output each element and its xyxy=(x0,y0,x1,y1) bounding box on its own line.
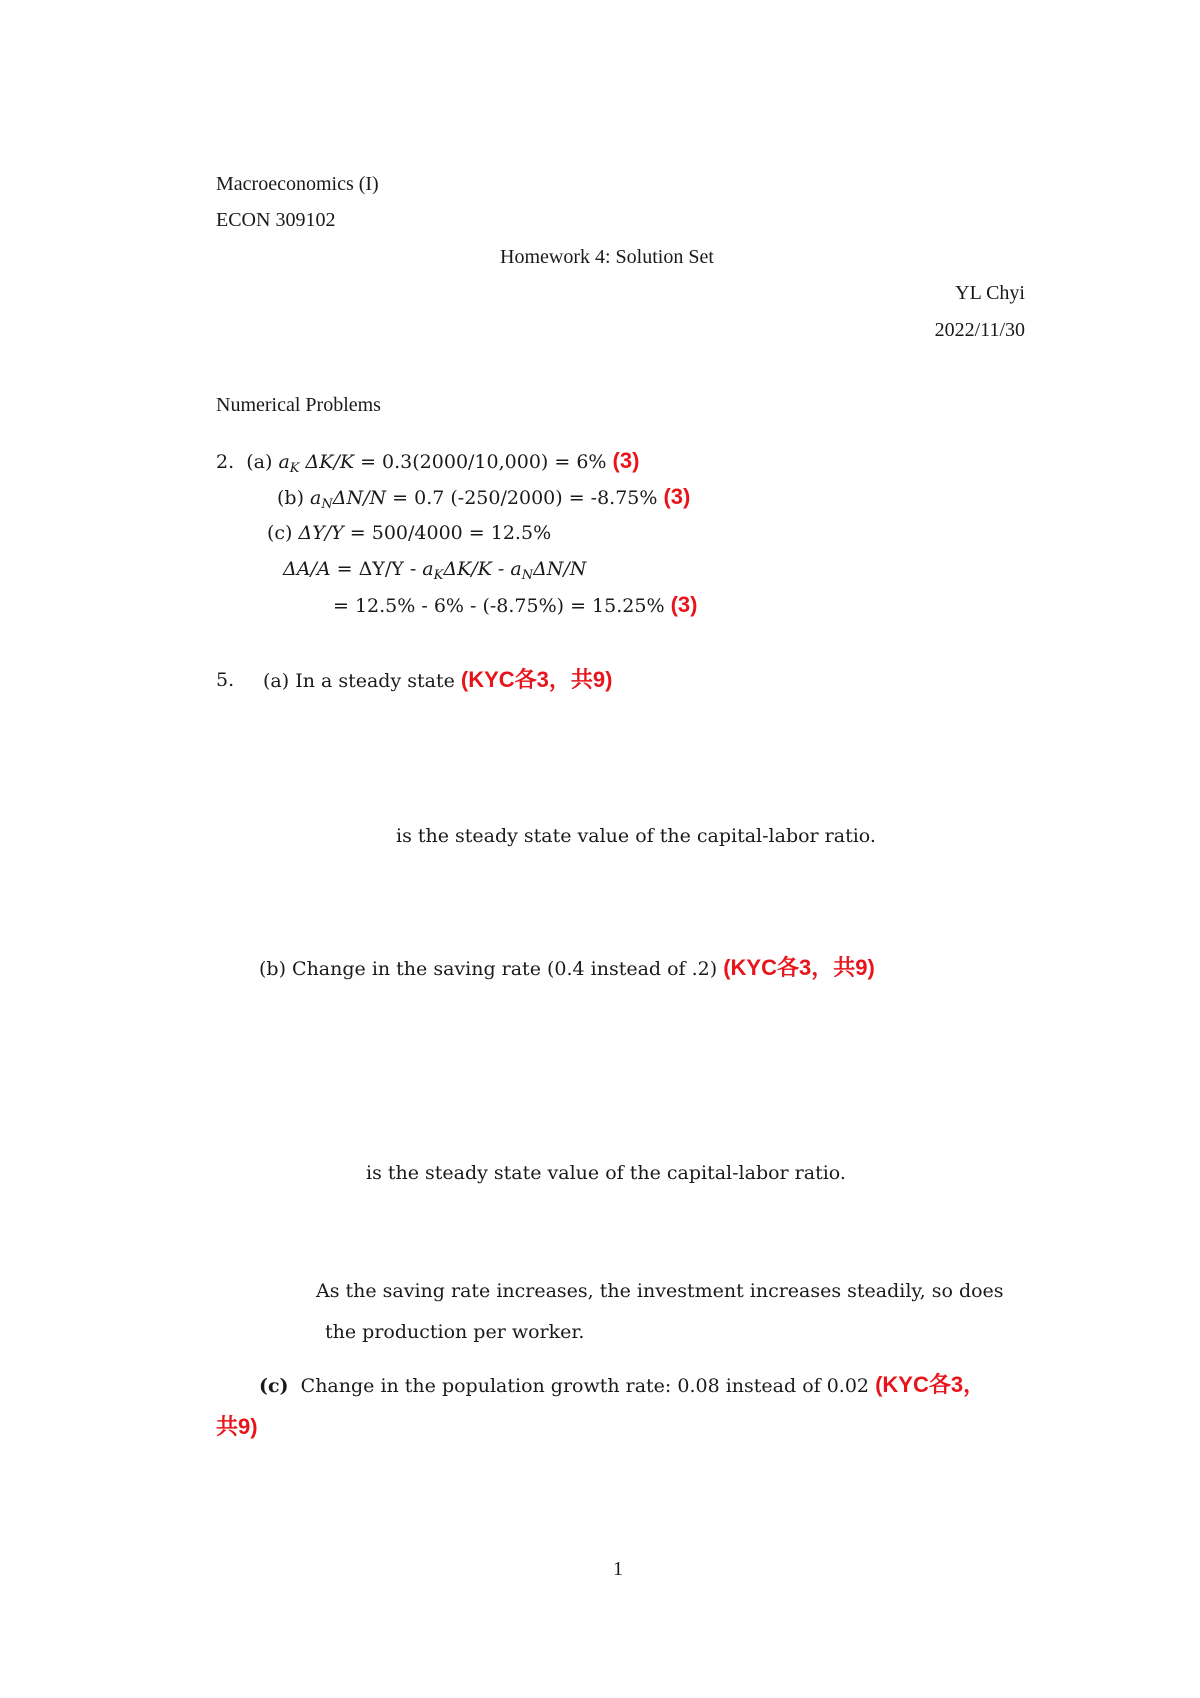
problem5-number: 5. xyxy=(216,669,235,691)
score-badge: (3) xyxy=(670,592,698,617)
score-badge: (KYC各3， xyxy=(875,1372,986,1397)
problem2-line-c: (c) ΔY/Y = 500/4000 = 12.5% xyxy=(267,522,552,544)
document-date: 2022/11/30 xyxy=(934,319,1025,341)
problem5-b-note-2: the production per worker. xyxy=(325,1321,585,1343)
score-badge: (KYC各3，共9) xyxy=(460,667,613,692)
course-code: ECON 309102 xyxy=(216,209,336,231)
section-title: Numerical Problems xyxy=(216,394,381,416)
problem5-a-conclusion: is the steady state value of the capital-labor ratio. xyxy=(396,825,876,847)
problem5-c-score-cont: 共9) xyxy=(216,1414,258,1439)
course-name: Macroeconomics (I) xyxy=(216,173,379,195)
problem2-line-d: $\Delta A/A = \Delta Y/Y - a_K\Delta K/K - a_N\Delta N/N$ xyxy=(283,558,587,583)
problem5-part-c: (c) Change in the population growth rate: 0.08 instead of 0.02 (KYC各3， xyxy=(259,1372,986,1397)
problem5-b-note-1: As the saving rate increases, the investment increases steadily, so does xyxy=(316,1280,1004,1302)
score-badge: (KYC各3，共9) xyxy=(723,955,875,980)
problem2-line-b: (b) $a_N\Delta N/N = 0.7$ (-250/2000) = -8.75% (3) xyxy=(277,484,691,512)
score-badge: (3) xyxy=(612,448,640,473)
problem2-line-a: 2. (a) $a_K$ ΔK/K = 0.3(2000/10,000) = 6% (3) xyxy=(216,448,640,476)
problem5-part-a: (a) In a steady state (KYC各3，共9) xyxy=(263,667,613,692)
problem5-part-b: (b) Change in the saving rate (0.4 instead of .2) (KYC各3，共9) xyxy=(259,955,875,980)
problem5-b-conclusion: is the steady state value of the capital-labor ratio. xyxy=(366,1162,846,1184)
problem-number: 2. xyxy=(216,451,235,473)
document-title: Homework 4: Solution Set xyxy=(500,246,714,268)
problem2-line-e: = 12.5% - 6% - (-8.75%) = 15.25% (3) xyxy=(333,592,698,617)
author-name: YL Chyi xyxy=(955,282,1025,304)
score-badge: (3) xyxy=(663,484,691,509)
page-number: 1 xyxy=(613,1558,623,1580)
